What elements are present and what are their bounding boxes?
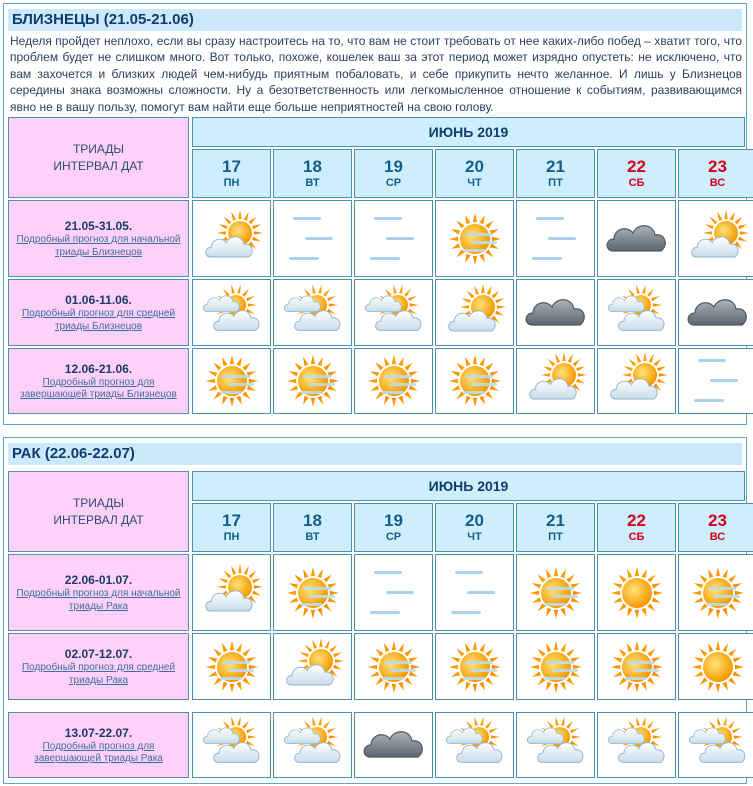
weather-cell xyxy=(354,279,433,346)
weather-cell xyxy=(192,348,271,414)
weekday-label: ЧТ xyxy=(467,177,482,189)
triad-row-label xyxy=(8,554,189,631)
triad-header-label: ТРИАДЫ xyxy=(72,141,125,156)
weekday-label: ПН xyxy=(223,531,240,543)
weather-cell xyxy=(435,279,514,346)
weekday-label: ПН xyxy=(223,177,240,189)
weather-cell xyxy=(273,279,352,346)
weather-cell xyxy=(192,200,271,277)
day-number: 18 xyxy=(303,511,322,530)
weather-cell xyxy=(597,279,676,346)
weather-cell xyxy=(516,200,595,277)
weather-cell xyxy=(354,554,433,631)
triad-row-label xyxy=(8,200,189,277)
day-header-18 xyxy=(273,149,352,198)
weather-cell xyxy=(678,633,753,700)
triad-dates: 12.06-21.06. xyxy=(64,361,133,376)
day-header-21 xyxy=(516,149,595,198)
weekday-label: ВТ xyxy=(305,531,320,543)
section-title: РАК (22.06-22.07) xyxy=(8,443,742,465)
weather-cell xyxy=(192,554,271,631)
day-number: 17 xyxy=(222,157,241,176)
detailed-forecast-link[interactable]: Подробный прогноз для средней триады Близнецов xyxy=(21,308,176,332)
interval-header-label: ИНТЕРВАЛ ДАТ xyxy=(53,512,144,527)
day-number: 17 xyxy=(222,511,241,530)
triad-row-label xyxy=(8,633,189,700)
detailed-forecast-link[interactable]: Подробный прогноз для завершающей триады Близнецов xyxy=(20,376,177,400)
triad-header xyxy=(8,117,189,198)
weather-cell xyxy=(192,633,271,700)
day-header-17 xyxy=(192,503,271,552)
weather-cell xyxy=(516,279,595,346)
day-header-19 xyxy=(354,503,433,552)
triad-header xyxy=(8,471,189,552)
month-header: ИЮНЬ 2019 xyxy=(192,117,745,147)
weather-cell xyxy=(435,554,514,631)
weather-cell xyxy=(192,712,271,778)
day-header-20 xyxy=(435,503,514,552)
triad-row-label xyxy=(8,712,189,778)
weather-cell xyxy=(273,348,352,414)
day-number: 21 xyxy=(546,157,565,176)
day-header-22 xyxy=(597,149,676,198)
section-description: Неделя пройдет неплохо, если вы сразу настроитесь на то, что вам не стоит требовать от нее каких-либо побед – хватит того, что проблем будет не слишком много. Вот только, похоже, кошелек ваш за этот период может изрядно опустеть: не исключено, что вам захочется и близких людей чем-нибудь приятным побаловать, и себе прикупить нечто желанное. И лишь у Близнецов середины знака возможны сложности. Ну а безответственность или легкомысленное отношение к событиям, развивающимся явно не в вашу пользу, помогут вам найти еще больше неприятностей на свою голову. xyxy=(10,34,742,114)
day-number: 23 xyxy=(708,511,727,530)
day-header-22 xyxy=(597,503,676,552)
weekday-label: ЧТ xyxy=(467,531,482,543)
day-number: 21 xyxy=(546,511,565,530)
detailed-forecast-link[interactable]: Подробный прогноз для начальной триады Рака xyxy=(16,588,181,612)
section-title: БЛИЗНЕЦЫ (21.05-21.06) xyxy=(8,9,742,31)
day-header-19 xyxy=(354,149,433,198)
day-header-20 xyxy=(435,149,514,198)
detailed-forecast-link[interactable]: Подробный прогноз для средней триады Рака xyxy=(21,662,176,686)
weekday-label: ВС xyxy=(709,177,726,189)
weather-cell xyxy=(678,712,753,778)
weather-cell xyxy=(354,712,433,778)
day-header-21 xyxy=(516,503,595,552)
triad-row-label xyxy=(8,279,189,346)
weather-cell xyxy=(516,712,595,778)
weather-cell xyxy=(192,279,271,346)
day-header-17 xyxy=(192,149,271,198)
weather-cell xyxy=(516,554,595,631)
weather-cell xyxy=(435,633,514,700)
weather-cell xyxy=(354,348,433,414)
day-header-23 xyxy=(678,503,753,552)
weather-cell xyxy=(435,200,514,277)
weekday-label: ПТ xyxy=(548,177,563,189)
triad-dates: 01.06-11.06. xyxy=(65,293,132,307)
weather-cell xyxy=(435,348,514,414)
weekday-label: СР xyxy=(385,531,402,543)
weather-cell xyxy=(273,712,352,778)
day-number: 18 xyxy=(303,157,322,176)
gemini-section xyxy=(3,3,747,425)
day-number: 19 xyxy=(384,157,403,176)
weather-cell xyxy=(597,554,676,631)
triad-dates: 13.07-22.07. xyxy=(64,725,133,740)
day-number: 22 xyxy=(627,511,646,530)
triad-header-label: ТРИАДЫ xyxy=(72,495,125,510)
weather-cell xyxy=(354,200,433,277)
triad-dates: 02.07-12.07. xyxy=(64,647,133,661)
weather-cell xyxy=(273,200,352,277)
weather-cell xyxy=(516,633,595,700)
weather-cell xyxy=(435,712,514,778)
detailed-forecast-link[interactable]: Подробный прогноз для завершающей триады Рака xyxy=(34,740,163,764)
day-header-18 xyxy=(273,503,352,552)
weather-cell xyxy=(597,348,676,414)
detailed-forecast-link[interactable]: Подробный прогноз для начальной триады Близнецов xyxy=(16,234,181,258)
triad-row-label xyxy=(8,348,189,414)
weekday-label: СБ xyxy=(628,177,645,189)
day-number: 20 xyxy=(465,157,484,176)
weather-cell xyxy=(678,200,753,277)
month-header: ИЮНЬ 2019 xyxy=(192,471,745,501)
weather-cell xyxy=(516,348,595,414)
weekday-label: ВС xyxy=(709,531,726,543)
weather-cell xyxy=(273,554,352,631)
weather-cell xyxy=(678,279,753,346)
weekday-label: ПТ xyxy=(548,531,563,543)
triad-dates: 22.06-01.07. xyxy=(64,573,133,587)
weekday-label: СБ xyxy=(628,531,645,543)
weather-cell xyxy=(597,200,676,277)
weather-cell xyxy=(597,633,676,700)
weather-cell xyxy=(273,633,352,700)
weekday-label: ВТ xyxy=(305,177,320,189)
weather-cell xyxy=(597,712,676,778)
day-header-23 xyxy=(678,149,753,198)
day-number: 20 xyxy=(465,511,484,530)
weather-cell xyxy=(678,348,753,414)
triad-dates: 21.05-31.05. xyxy=(64,219,133,233)
day-number: 19 xyxy=(384,511,403,530)
weekday-label: СР xyxy=(385,177,402,189)
cancer-section xyxy=(3,437,747,784)
day-number: 23 xyxy=(708,157,727,176)
day-number: 22 xyxy=(627,157,646,176)
interval-header-label: ИНТЕРВАЛ ДАТ xyxy=(53,158,144,173)
weather-cell xyxy=(678,554,753,631)
weather-cell xyxy=(354,633,433,700)
